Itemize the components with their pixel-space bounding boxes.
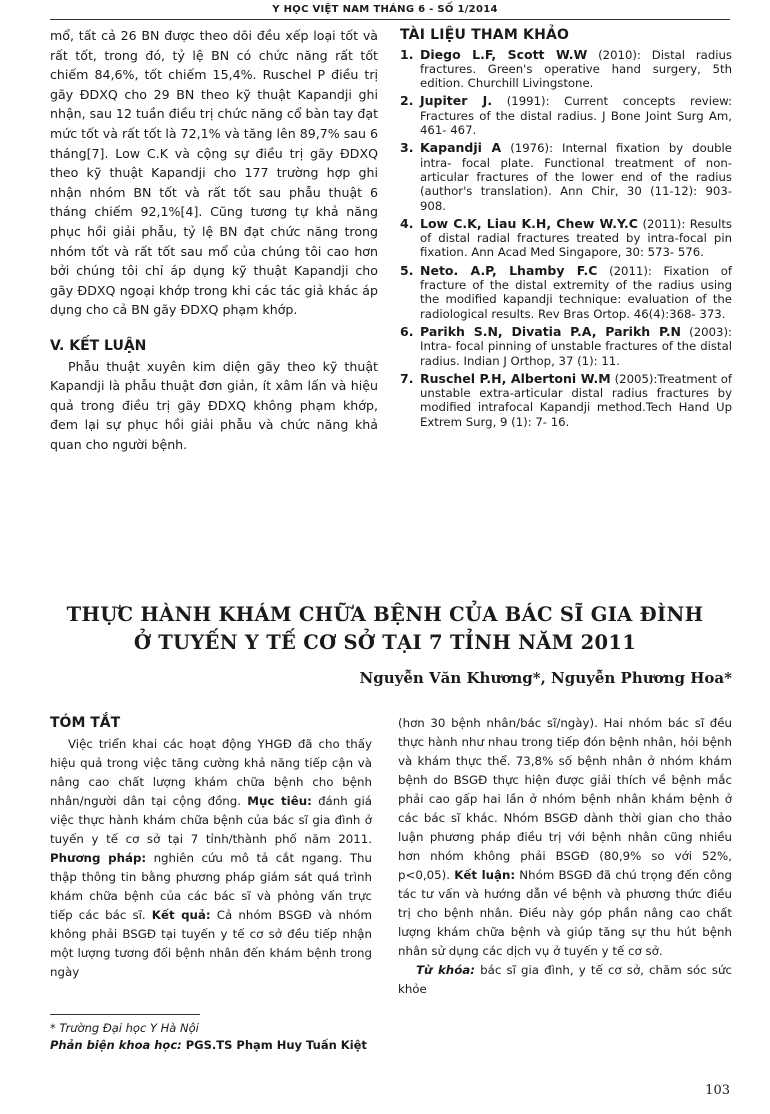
abstract-paragraph [50, 735, 372, 982]
method-label: Phương pháp: [50, 851, 147, 865]
reference-number: 5. [400, 262, 414, 278]
abstract-right-text: (hơn 30 bệnh nhân/bác sĩ/ngày). Hai nhóm bác sĩ đều thực hành như nhau trong tiếp đón bệnh nhân, hỏi bệnh và khám thực thể. 73,8% số bệnh nhân ở nhóm khám bệnh do BSGĐ thực hiện được giải thích về bệnh mắc phải cao gấp hai lần ở nhóm bệnh nhân khám bệnh ở các bác sĩ khác. Nhóm BSGĐ dành thời gian cho thảo luận phương pháp điều trị với bệnh nhân cũng nhiều hơn nhóm không phải BSGĐ (80,9% so với 52%, p<0,05). [398, 716, 732, 882]
discussion-paragraph: mổ, tất cả 26 BN được theo dõi đều xếp loại tốt và rất tốt, trong đó, tỷ lệ BN có chức năng rất tốt chiếm 84,6%, tốt chiếm 15,4%. Ruschel P điều trị gãy ĐDXQ cho 29 BN theo kỹ thuật Kapandji ghi nhận, sau 12 tuần điều trị chức năng cổ bàn tay đạt mức tốt và rất tốt là 72,1% và tăng lên 89,7% sau 6 tháng[7]. Low C.K và cộng sự điều trị gãy ĐDXQ theo kỹ thuật Kapandji cho 177 trường hợp ghi nhận nhóm BN tốt và rất tốt sau phẫu thuật 6 tháng chiếm 92,1%[4]. Cũng tương tự khả năng phục hồi giải phẫu, tỷ lệ BN đạt chức năng trong nhóm tốt và rất tốt sau mổ của chúng tôi cao hơn bởi chúng tôi chỉ áp dụng kỹ thuật Kapandji cho gãy ĐDXQ ngoại khớp trong khi các tác giả khác áp dụng cho cả BN gãy ĐDXQ phạm khớp. [50, 28, 379, 318]
article-authors: Nguyễn Văn Khương*, Nguyễn Phương Hoa* [359, 669, 732, 687]
abstract-continued [398, 714, 732, 961]
affiliation [50, 1020, 380, 1037]
abstract-right-column [398, 714, 732, 999]
reference-item [400, 264, 732, 321]
reference-number: 2. [400, 93, 414, 109]
reference-text: (2011): Results of distal radial fractures treated by intra-focal pin fixation. Ann Acad Med Singapore, 30: 573- 576. [420, 216, 732, 260]
reference-item [400, 217, 732, 260]
reference-item [400, 325, 732, 368]
footnote [50, 1020, 380, 1054]
reference-authors: Ruschel P.H, Albertoni W.M [420, 370, 611, 386]
reference-list [400, 48, 732, 429]
references-heading: TÀI LIỆU THAM KHẢO [400, 27, 570, 43]
method-text: nghiên cứu mô tả cắt ngang. Thu thập thông tin bằng phương pháp giám sát quá trình khám chữa bệnh của các bác sĩ và phỏng vấn trực tiếp các bác sĩ. [50, 851, 372, 922]
references-section [400, 26, 732, 433]
reference-text: (2011): Fixation of fracture of the distal extremity of the radius using the modified kapandji technique: evaluation of the radiological results. Rev Bras Ortop. 46(4):368- 373. [420, 263, 733, 321]
abstract-conclusion-label: Kết luận: [454, 868, 516, 882]
title-line-1: THỰC HÀNH KHÁM CHỮA BỆNH CỦA BÁC SĨ GIA ĐÌNH [66, 603, 704, 626]
objective-text: đánh giá việc thực hành khám chữa bệnh của bác sĩ gia đình ở tuyến y tế cơ sở tại 7 tỉnh/thành phố năm 2011. [50, 794, 372, 846]
reference-body [420, 372, 732, 429]
reference-text: (1991): Current concepts review: Fractures of the distal radius. J Bone Joint Surg Am, 461- 467. [420, 94, 733, 138]
reference-text: (2005):Treatment of unstable extra-articular distal radius fractures by modified intrafocal Kapandji method.Tech Hand Up Extrem Surg, 9 (1): 7- 16. [420, 371, 732, 429]
reference-number: 1. [400, 46, 414, 62]
reference-body [420, 141, 732, 212]
reference-number: 3. [400, 140, 414, 156]
abstract-heading: TÓM TẮT [50, 715, 121, 731]
conclusion-heading: V. KẾT LUẬN [50, 337, 147, 354]
reference-authors: Kapandji A [420, 140, 502, 156]
title-line-2: Ở TUYẾN Y TẾ CƠ SỞ TẠI 7 TỈNH NĂM 2011 [133, 631, 637, 654]
reference-number: 6. [400, 323, 414, 339]
reference-authors: Jupiter J. [420, 93, 493, 109]
abstract-conclusion-text: Nhóm BSGĐ đã chú trọng đến công tác tư vấn và hướng dẫn về bệnh và phương thức điều trị cho bệnh nhân. Điều này góp phần nâng cao chất lượng khám chữa bệnh và giúp tăng sự thu hút bệnh nhân sử dụng các dịch vụ ở tuyến y tế cơ sở. [398, 868, 732, 958]
keywords-label: Từ khóa: [416, 963, 475, 977]
footnote-rule [50, 1014, 200, 1015]
reference-body [420, 217, 732, 260]
reference-body [420, 94, 732, 137]
reference-authors: Low C.K, Liau K.H, Chew W.Y.C [420, 215, 638, 231]
reference-item [400, 48, 732, 91]
reference-text: (2010): Distal radius fractures. Green's operative hand surgery, 5th edition. Churchill Livingstone. [420, 47, 733, 91]
reference-authors: Parikh S.N, Divatia P.A, Parikh P.N [420, 323, 682, 339]
left-column [50, 26, 378, 454]
header-rule [50, 19, 730, 20]
reference-item [400, 372, 732, 429]
keywords [398, 961, 732, 999]
reference-number: 7. [400, 370, 414, 386]
page-number: 103 [705, 1083, 730, 1098]
reference-body [420, 264, 732, 321]
affiliation-text: * Trường Đại học Y Hà Nội [50, 1021, 199, 1035]
article-title [40, 601, 730, 657]
result-label: Kết quả: [151, 908, 211, 922]
reviewer-name: PGS.TS Phạm Huy Tuấn Kiệt [181, 1038, 367, 1052]
abstract-intro: Việc triển khai các hoạt động YHGĐ đã cho thấy hiệu quả trong việc tăng cường khả năng tiếp cận và nâng cao chất lượng khám chữa bệnh cho bệnh nhân/người dân tại cộng đồng. [50, 737, 372, 808]
reference-item [400, 94, 732, 137]
result-text: Cả nhóm BSGĐ và nhóm không phải BSGĐ tại tuyến y tế cơ sở đều tiếp nhận một lượng tương đối bệnh nhân đến khám bệnh trong ngày [50, 908, 372, 979]
keywords-text: bác sĩ gia đình, y tế cơ sở, chăm sóc sức khỏe [398, 963, 732, 996]
reference-text: (2003): Intra- focal pinning of unstable fractures of the distal radius. Indian J Orthop, 37 (1): 11. [420, 324, 732, 368]
reference-body [420, 48, 732, 91]
objective-label: Mục tiêu: [247, 794, 312, 808]
reference-text: (1976): Internal fixation by double intra- focal plate. Functional treatment of non-articular fractures of the lower end of the radius (author's translation). Ann Chir, 30 (11-12): 903- 908. [420, 141, 732, 213]
reference-number: 4. [400, 215, 414, 231]
reviewer [50, 1037, 380, 1054]
reviewer-label: Phản biện khoa học: [50, 1038, 182, 1052]
conclusion-paragraph: Phẫu thuật xuyên kim diện gãy theo kỹ thuật Kapandji là phẫu thuật đơn giản, ít xâm lấn và hiệu quả trong điều trị gãy ĐDXQ không phạm khớp, đem lại sự phục hồi giải phẫu và chức năng khả quan cho người bệnh. [50, 358, 378, 452]
reference-item [400, 141, 732, 212]
abstract-left-column [50, 714, 372, 982]
reference-authors: Neto. A.P, Lhamby F.C [420, 262, 598, 278]
reference-authors: Diego L.F, Scott W.W [420, 46, 588, 62]
running-header: Y HỌC VIỆT NAM THÁNG 6 - SỐ 1/2014 [272, 4, 498, 15]
reference-body [420, 325, 732, 368]
